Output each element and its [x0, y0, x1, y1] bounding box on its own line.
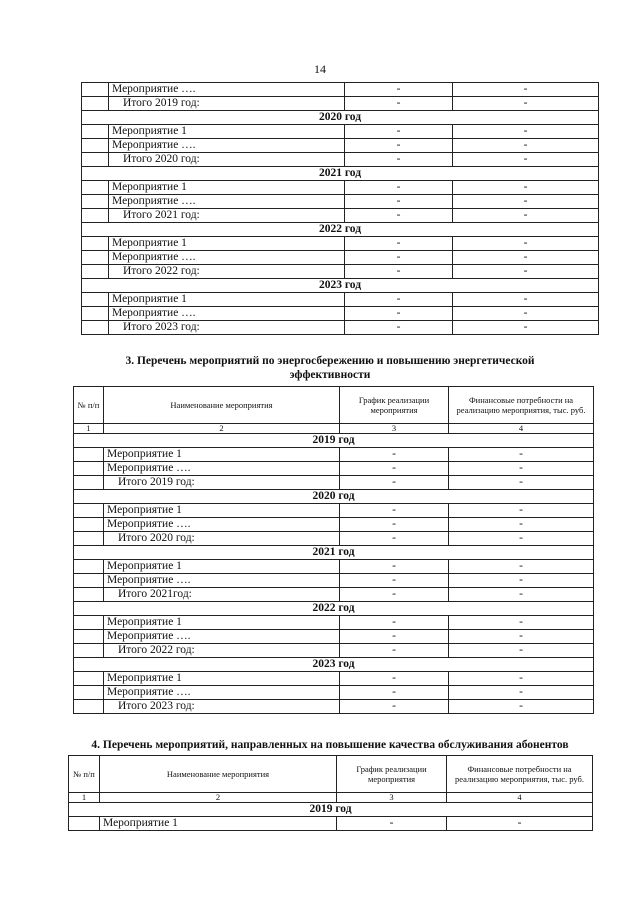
year-header-row [74, 546, 594, 560]
table-row [82, 251, 599, 265]
table-row [74, 630, 594, 644]
total-label: Итого 2022 год: [104, 644, 340, 658]
column-number: 4 [449, 424, 594, 434]
finance-cell: - [453, 251, 599, 265]
finance-cell: - [453, 237, 599, 251]
finance-cell: - [449, 616, 594, 630]
table-row [82, 237, 599, 251]
section3-column-numbers-row [74, 424, 594, 434]
event-name: Мероприятие …. [109, 195, 345, 209]
section4-table [68, 755, 593, 831]
schedule-cell: - [340, 644, 449, 658]
table-row [82, 307, 599, 321]
finance-cell: - [449, 504, 594, 518]
row-number-cell [82, 195, 109, 209]
table-row [82, 293, 599, 307]
finance-cell: - [453, 139, 599, 153]
event-name: Мероприятие 1 [109, 293, 345, 307]
row-number-cell [74, 532, 104, 546]
event-name: Мероприятие 1 [104, 672, 340, 686]
year-header-row [82, 223, 599, 237]
schedule-cell: - [345, 195, 453, 209]
row-number-cell [74, 518, 104, 532]
schedule-cell: - [345, 307, 453, 321]
row-number-cell [74, 560, 104, 574]
table-row [74, 560, 594, 574]
row-number-cell [82, 125, 109, 139]
year-label: 2019 год [74, 434, 594, 448]
schedule-cell: - [345, 139, 453, 153]
year-label: 2021 год [82, 167, 599, 181]
total-row [74, 700, 594, 714]
finance-cell: - [449, 686, 594, 700]
event-name: Мероприятие 1 [104, 504, 340, 518]
finance-cell: - [449, 560, 594, 574]
total-row [82, 321, 599, 335]
row-number-cell [74, 630, 104, 644]
total-label: Итого 2021год: [104, 588, 340, 602]
finance-cell: - [453, 181, 599, 195]
schedule-cell: - [340, 532, 449, 546]
schedule-cell: - [340, 504, 449, 518]
finance-cell: - [449, 700, 594, 714]
table-row [82, 195, 599, 209]
year-label: 2022 год [82, 223, 599, 237]
row-number-cell [82, 153, 109, 167]
schedule-cell: - [345, 209, 453, 223]
row-number-cell [74, 462, 104, 476]
year-header-row [82, 279, 599, 293]
year-label: 2020 год [74, 490, 594, 504]
table-row [74, 672, 594, 686]
year-label: 2023 год [74, 658, 594, 672]
total-label: Итого 2023 год: [104, 700, 340, 714]
row-number-cell [82, 97, 109, 111]
schedule-cell: - [345, 237, 453, 251]
schedule-cell: - [345, 97, 453, 111]
year-header-row [74, 434, 594, 448]
column-number: 2 [104, 424, 340, 434]
section3-table-body [74, 434, 594, 714]
finance-cell: - [453, 265, 599, 279]
event-name: Мероприятие 1 [104, 560, 340, 574]
event-name: Мероприятие …. [109, 139, 345, 153]
year-header-row [82, 167, 599, 181]
total-label: Итого 2019 год: [109, 97, 345, 111]
finance-cell: - [449, 630, 594, 644]
section4-header-row [69, 756, 593, 793]
year-label: 2023 год [82, 279, 599, 293]
finance-cell: - [449, 518, 594, 532]
table-row [74, 574, 594, 588]
schedule-cell: - [340, 588, 449, 602]
column-number: 3 [337, 793, 447, 803]
finance-cell: - [453, 153, 599, 167]
header-col-name: Наименование мероприятия [104, 387, 340, 424]
schedule-cell: - [345, 293, 453, 307]
event-name: Мероприятие 1 [104, 448, 340, 462]
section3-title-line1: 3. Перечень мероприятий по энергосбережению и повышению энергетической [125, 355, 535, 367]
row-number-cell [82, 321, 109, 335]
finance-cell: - [453, 321, 599, 335]
schedule-cell: - [345, 265, 453, 279]
section4-title-line1: 4. Перечень мероприятий, направленных на повышение качества обслуживания абонентов [91, 739, 569, 751]
schedule-cell: - [345, 153, 453, 167]
schedule-cell: - [340, 700, 449, 714]
row-number-cell [74, 686, 104, 700]
table-top-body [82, 83, 599, 335]
section4-title [40, 738, 620, 752]
event-name: Мероприятие …. [104, 574, 340, 588]
year-header-row [74, 602, 594, 616]
row-number-cell [82, 237, 109, 251]
total-row [82, 209, 599, 223]
table-row [74, 504, 594, 518]
row-number-cell [69, 817, 100, 831]
schedule-cell: - [345, 321, 453, 335]
total-row [82, 265, 599, 279]
row-number-cell [82, 209, 109, 223]
schedule-cell: - [340, 686, 449, 700]
section4-table-body [69, 803, 593, 831]
finance-cell: - [449, 532, 594, 546]
section3-table [73, 386, 594, 714]
event-name: Мероприятие …. [104, 518, 340, 532]
table-row [82, 181, 599, 195]
section3-header-row [74, 387, 594, 424]
table-row [82, 125, 599, 139]
total-label: Итого 2019 год: [104, 476, 340, 490]
finance-cell: - [453, 97, 599, 111]
column-number: 3 [340, 424, 449, 434]
finance-cell: - [449, 462, 594, 476]
year-header-row [74, 658, 594, 672]
finance-cell: - [449, 672, 594, 686]
table-row [82, 139, 599, 153]
finance-cell: - [453, 83, 599, 97]
schedule-cell: - [340, 574, 449, 588]
table-row [82, 83, 599, 97]
event-name: Мероприятие 1 [100, 817, 337, 831]
finance-cell: - [453, 209, 599, 223]
schedule-cell: - [340, 630, 449, 644]
total-row [74, 532, 594, 546]
row-number-cell [82, 181, 109, 195]
schedule-cell: - [340, 672, 449, 686]
event-name: Мероприятие …. [104, 630, 340, 644]
header-col-number: № п/п [69, 756, 100, 793]
finance-cell: - [449, 574, 594, 588]
finance-cell: - [449, 476, 594, 490]
row-number-cell [74, 644, 104, 658]
header-col-number: № п/п [74, 387, 104, 424]
header-col-schedule: График реализации мероприятия [337, 756, 447, 793]
row-number-cell [74, 448, 104, 462]
row-number-cell [82, 139, 109, 153]
schedule-cell: - [345, 251, 453, 265]
row-number-cell [74, 588, 104, 602]
total-label: Итого 2020 год: [104, 532, 340, 546]
schedule-cell: - [340, 560, 449, 574]
finance-cell: - [449, 644, 594, 658]
year-label: 2020 год [82, 111, 599, 125]
schedule-cell: - [345, 181, 453, 195]
event-name: Мероприятие …. [104, 462, 340, 476]
event-name: Мероприятие 1 [109, 125, 345, 139]
schedule-cell: - [340, 518, 449, 532]
event-name: Мероприятие 1 [104, 616, 340, 630]
column-number: 1 [74, 424, 104, 434]
page-number: 14 [314, 62, 326, 76]
table-row [74, 686, 594, 700]
year-label: 2019 год [69, 803, 593, 817]
year-label: 2021 год [74, 546, 594, 560]
row-number-cell [82, 307, 109, 321]
total-row [74, 476, 594, 490]
table-row [69, 817, 593, 831]
schedule-cell: - [340, 462, 449, 476]
table-row [74, 462, 594, 476]
row-number-cell [82, 83, 109, 97]
row-number-cell [82, 265, 109, 279]
year-label: 2022 год [74, 602, 594, 616]
finance-cell: - [453, 307, 599, 321]
section3-table-block [73, 386, 594, 714]
table-row [74, 448, 594, 462]
finance-cell: - [453, 125, 599, 139]
row-number-cell [74, 700, 104, 714]
section4-table-block [68, 755, 593, 831]
schedule-cell: - [345, 83, 453, 97]
total-row [74, 644, 594, 658]
event-name: Мероприятие …. [109, 251, 345, 265]
header-col-finance: Финансовые потребности на реализацию мероприятия, тыс. руб. [449, 387, 594, 424]
total-label: Итого 2023 год: [109, 321, 345, 335]
event-name: Мероприятие 1 [109, 181, 345, 195]
event-name: Мероприятие …. [104, 686, 340, 700]
finance-cell: - [453, 293, 599, 307]
event-name: Мероприятие …. [109, 307, 345, 321]
row-number-cell [74, 476, 104, 490]
total-row [82, 97, 599, 111]
total-label: Итого 2022 год: [109, 265, 345, 279]
total-row [82, 153, 599, 167]
row-number-cell [74, 574, 104, 588]
schedule-cell: - [345, 125, 453, 139]
table-row [74, 616, 594, 630]
schedule-cell: - [340, 448, 449, 462]
total-row [74, 588, 594, 602]
section3-title-line2: эффективности [289, 369, 371, 381]
table-top [81, 82, 599, 335]
section4-column-numbers-row [69, 793, 593, 803]
finance-cell: - [449, 588, 594, 602]
schedule-cell: - [337, 817, 447, 831]
schedule-cell: - [340, 476, 449, 490]
finance-cell: - [449, 448, 594, 462]
event-name: Мероприятие …. [109, 83, 345, 97]
header-col-schedule: График реализации мероприятия [340, 387, 449, 424]
total-label: Итого 2021 год: [109, 209, 345, 223]
finance-cell: - [447, 817, 593, 831]
table-row [74, 518, 594, 532]
event-name: Мероприятие 1 [109, 237, 345, 251]
column-number: 4 [447, 793, 593, 803]
year-header-row [82, 111, 599, 125]
column-number: 1 [69, 793, 100, 803]
header-col-finance: Финансовые потребности на реализацию мероприятия, тыс. руб. [447, 756, 593, 793]
schedule-cell: - [340, 616, 449, 630]
total-label: Итого 2020 год: [109, 153, 345, 167]
finance-cell: - [453, 195, 599, 209]
row-number-cell [74, 672, 104, 686]
year-header-row [74, 490, 594, 504]
row-number-cell [74, 616, 104, 630]
row-number-cell [82, 293, 109, 307]
row-number-cell [82, 251, 109, 265]
header-col-name: Наименование мероприятия [100, 756, 337, 793]
section3-title [60, 354, 600, 382]
table-top-block [81, 82, 599, 335]
row-number-cell [74, 504, 104, 518]
column-number: 2 [100, 793, 337, 803]
year-header-row [69, 803, 593, 817]
